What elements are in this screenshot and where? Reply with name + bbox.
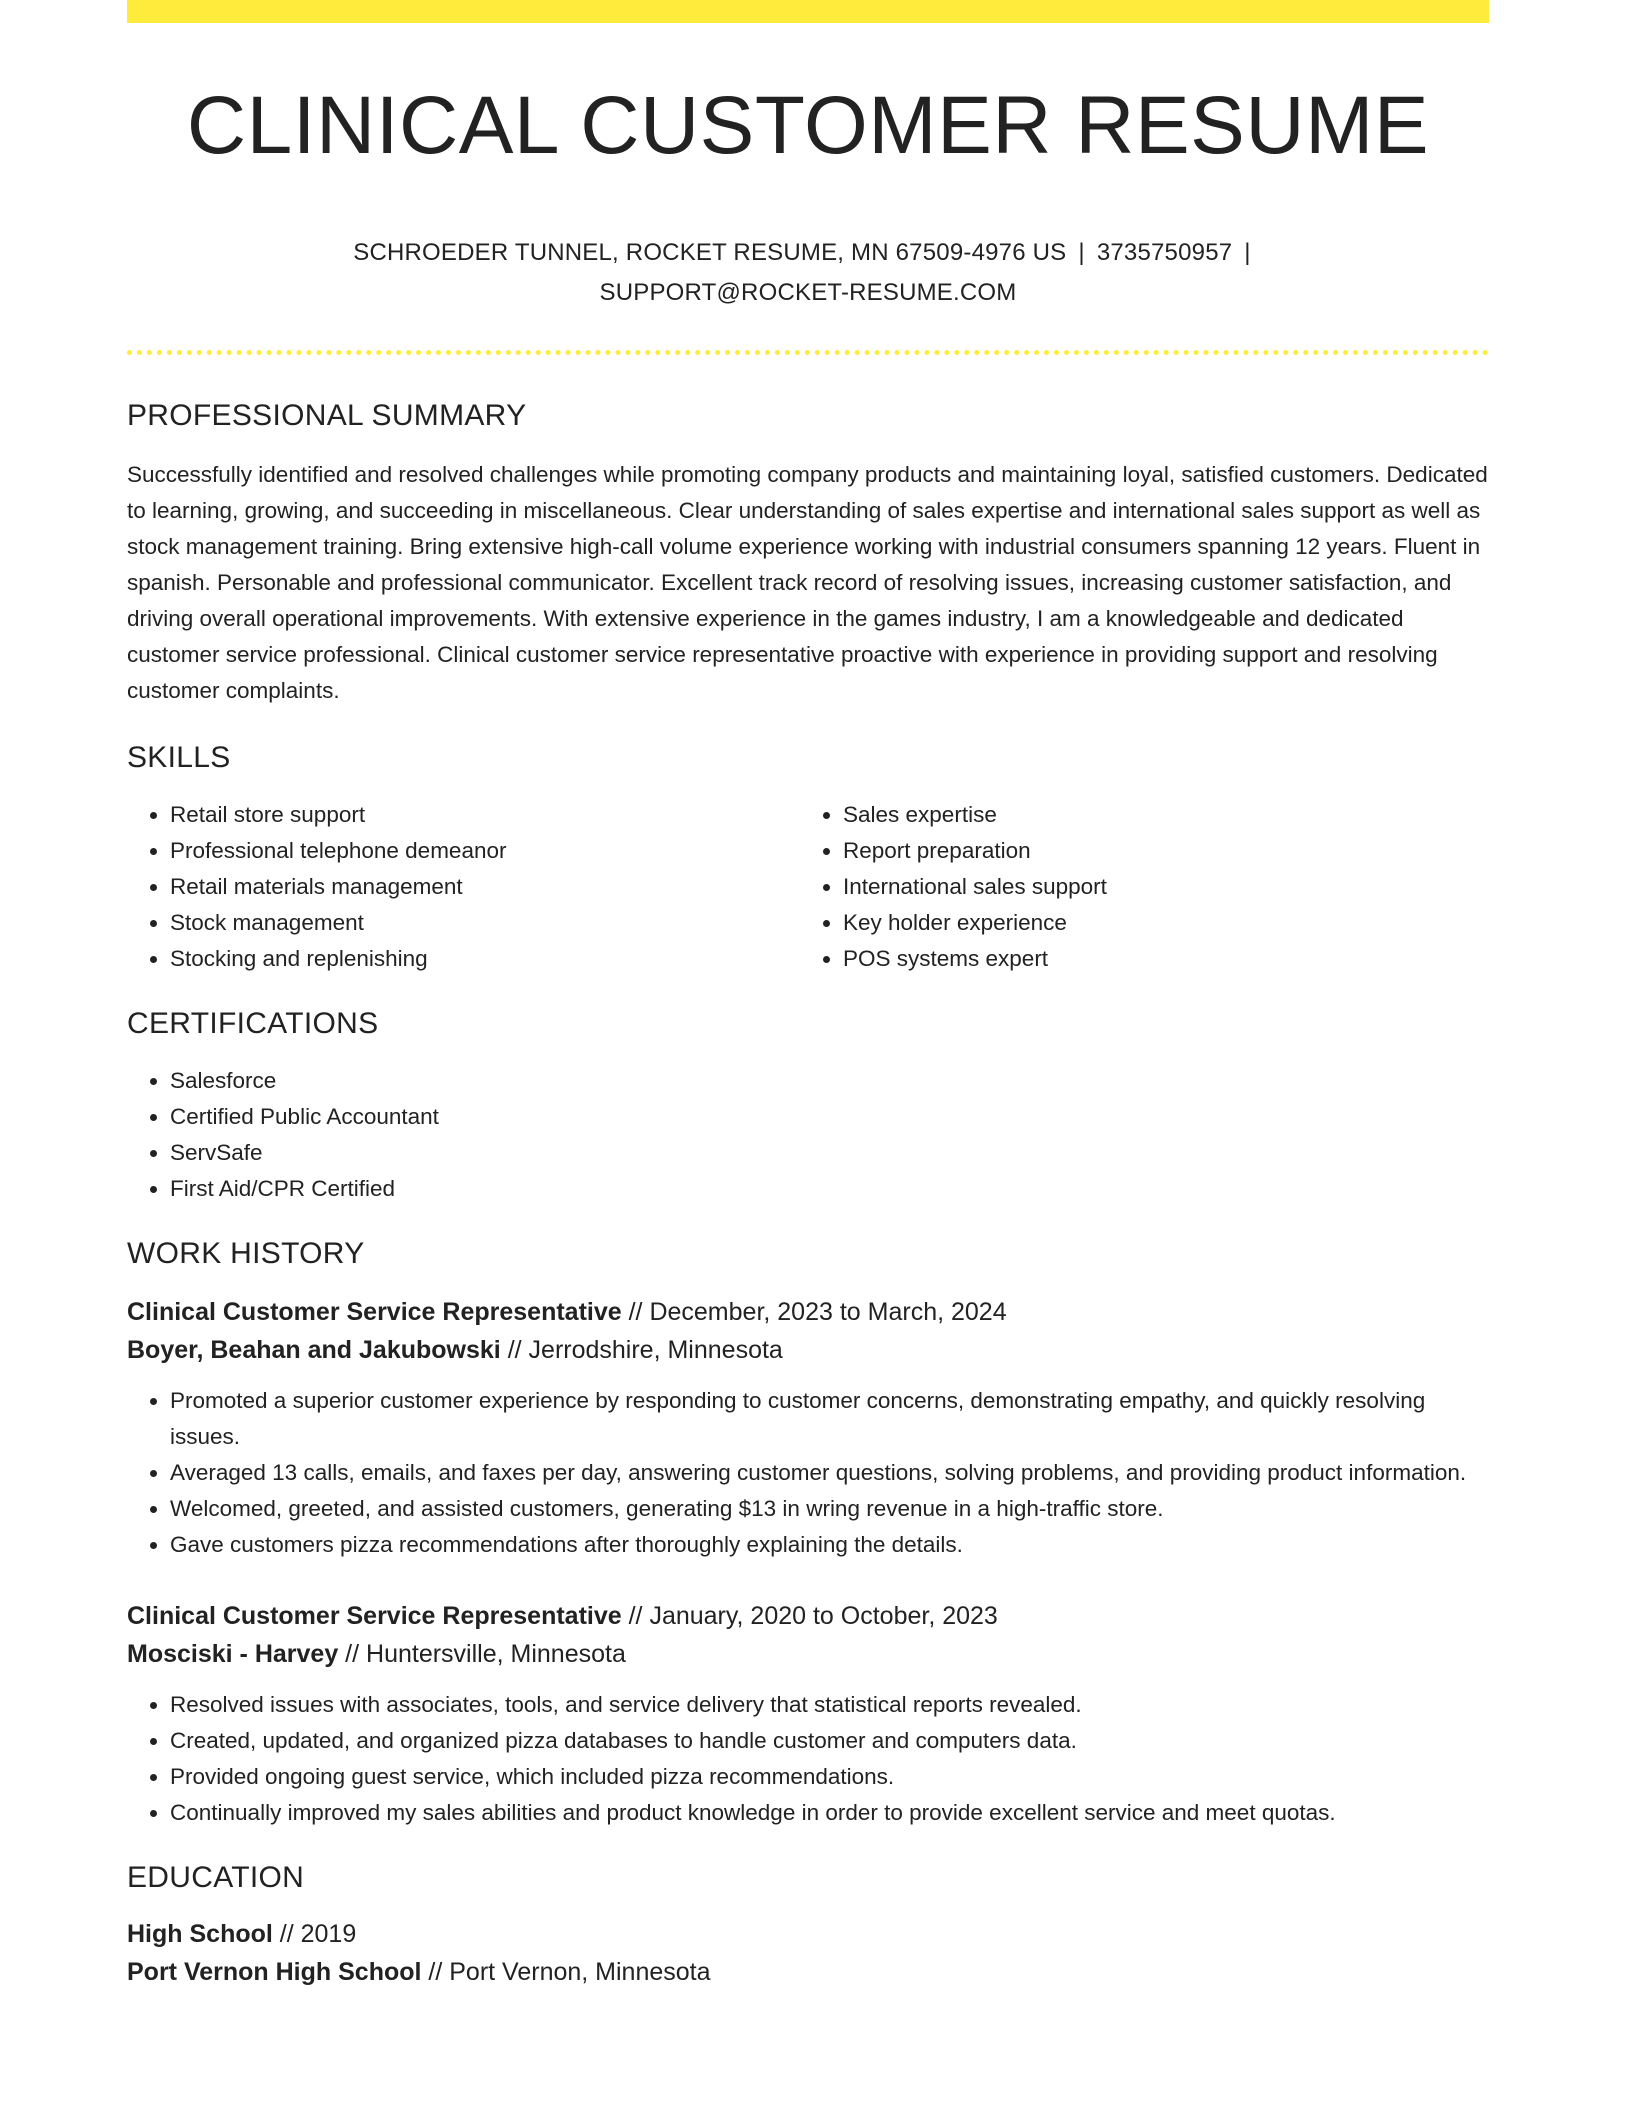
certification-item: • Salesforce [170,1063,1489,1099]
education-degree: High School [127,1920,273,1949]
job-role-line [127,1293,1489,1331]
job-bullets [127,1383,1489,1563]
top-accent-bar [127,0,1489,23]
section-title-certifications: CERTIFICATIONS [127,1007,379,1041]
education-year: // 2019 [279,1920,357,1949]
skill-item: • Stock management [170,905,800,941]
job-role: Clinical Customer Service Representative [127,1298,622,1327]
resume-page [127,0,1489,1991]
job-role: Clinical Customer Service Representative [127,1602,622,1631]
skill-item: • Retail store support [170,797,800,833]
education-school-line [127,1953,1489,1991]
certification-item: • ServSafe [170,1135,1489,1171]
job-company-line [127,1331,1489,1369]
skills-column-left [127,797,800,977]
job-company: Mosciski - Harvey [127,1640,339,1669]
job-location: // Huntersville, Minnesota [345,1640,626,1669]
job-entry [127,1597,1489,1831]
job-company-line [127,1635,1489,1673]
job-bullet: • Resolved issues with associates, tools, and service delivery that statistical reports revealed. [170,1687,1489,1723]
job-bullet: • Continually improved my sales abilities and product knowledge in order to provide excellent service and meet quotas. [170,1795,1489,1831]
job-dates: // January, 2020 to October, 2023 [628,1602,998,1631]
section-title-education: EDUCATION [127,1861,305,1895]
skill-item: • Professional telephone demeanor [170,833,800,869]
header-divider [127,350,1489,355]
contact-separator: | [1244,239,1251,267]
education-school: Port Vernon High School [127,1958,422,1987]
skills-column-right [800,797,1107,977]
job-bullet: • Welcomed, greeted, and assisted customers, generating $13 in wring revenue in a high-traffic store. [170,1491,1489,1527]
skill-item: • Stocking and replenishing [170,941,800,977]
education-entry [127,1915,1489,1991]
contact-phone: 3735750957 [1096,239,1233,267]
job-company: Boyer, Beahan and Jakubowski [127,1336,501,1365]
job-bullet: • Provided ongoing guest service, which included pizza recommendations. [170,1759,1489,1795]
education-location: // Port Vernon, Minnesota [428,1958,711,1987]
skill-item: • Sales expertise [843,797,1107,833]
certifications-list [127,1063,1489,1207]
skill-item: • Retail materials management [170,869,800,905]
job-dates: // December, 2023 to March, 2024 [628,1298,1007,1327]
job-bullet: • Gave customers pizza recommendations after thoroughly explaining the details. [170,1527,1489,1563]
job-bullets [127,1687,1489,1831]
summary-text: Successfully identified and resolved challenges while promoting company products and maintaining loyal, satisfied customers. Dedicated to learning, growing, and succeeding in miscellaneous. Clear understanding of sales expertise and international sales support as well as stock management training. Bring extensive high-call volume experience working with industrial consumers spanning 12 years. Fluent in spanish. Personable and professional communicator. Excellent track record of resolving issues, increasing customer satisfaction, and driving overall operational improvements. With extensive experience in the games industry, I am a knowledgeable and dedicated customer service professional. Clinical customer service representative proactive with experience in providing support and resolving customer complaints. [127,462,1488,704]
section-title-summary: PROFESSIONAL SUMMARY [127,399,527,433]
skill-item: • Report preparation [843,833,1107,869]
section-title-work-history: WORK HISTORY [127,1237,365,1271]
resume-title: CLINICAL CUSTOMER RESUME [186,80,1430,171]
job-entry [127,1293,1489,1563]
contact-separator: | [1078,239,1085,267]
certification-item: • First Aid/CPR Certified [170,1171,1489,1207]
education-degree-line [127,1915,1489,1953]
section-title-skills: SKILLS [127,741,231,775]
skills-list [127,797,1489,977]
skill-item: • International sales support [843,869,1107,905]
job-bullet: • Promoted a superior customer experience by responding to customer concerns, demonstrating empathy, and quickly resolving issues. [170,1383,1489,1455]
contact-email: SUPPORT@ROCKET-RESUME.COM [599,279,1017,307]
job-location: // Jerrodshire, Minnesota [507,1336,783,1365]
contact-info [127,233,1489,313]
job-bullet: • Averaged 13 calls, emails, and faxes per day, answering customer questions, solving problems, and providing product information. [170,1455,1489,1491]
skill-item: • POS systems expert [843,941,1107,977]
job-role-line [127,1597,1489,1635]
skill-item: • Key holder experience [843,905,1107,941]
contact-address: SCHROEDER TUNNEL, ROCKET RESUME, MN 67509-4976 US [353,239,1067,267]
certification-item: • Certified Public Accountant [170,1099,1489,1135]
job-bullet: • Created, updated, and organized pizza databases to handle customer and computers data. [170,1723,1489,1759]
